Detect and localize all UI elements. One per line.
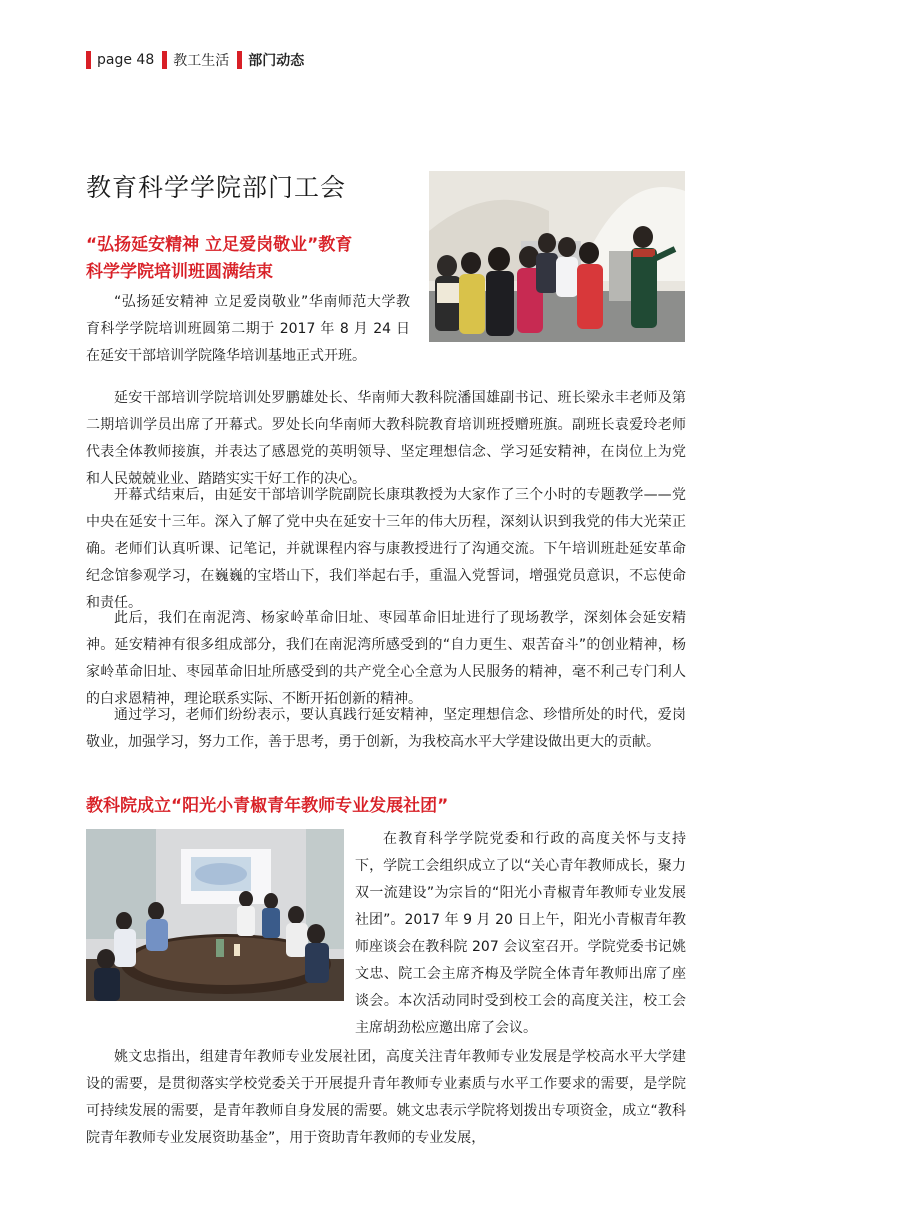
article1-title [86, 232, 406, 286]
article1-title-line2: 科学学院培训班圆满结束 [86, 262, 273, 282]
meeting-room-photo [86, 829, 344, 1001]
article1-paragraph-1: “弘扬延安精神 立足爱岗敬业”华南师范大学教育科学学院培训班圆第二期于 2017 年 8 月 24 日在延安干部培训学院隆华培训基地正式开班。 [86, 294, 410, 364]
article2-paragraph-2: 姚文忠指出，组建青年教师专业发展社团，高度关注青年教师专业发展是学校高水平大学建设的需要，是贯彻落实学校党委关于开展提升青年教师专业素质与水平工作要求的需要，是学院可持续发展的需要，是青年教师自身发展的需要。姚文忠表示学院将划拨出专项资金，成立“教科院青年教师专业发展资助基金”，用于资助青年教师的专业发展， [86, 1049, 686, 1146]
article2-paragraph-1: 在教育科学学院党委和行政的高度关怀与支持下，学院工会组织成立了以“关心青年教师成长，聚力双一流建设”为宗旨的“阳光小青椒青年教师专业发展社团”。2017 年 9 月 20 日上午，阳光小青椒青年教师座谈会在教科院 207 会议室召开。学院党委书记姚文忠、院工会主席齐梅及学院全体青年教师出席了座谈会。本次活动同时受到校工会的高度关注，校工会主席胡劲松应邀出席了会议。 [355, 831, 686, 1036]
header-bar-marker [162, 51, 167, 69]
article1-paragraph-2: 延安干部培训学院培训处罗鹏雄处长、华南师大教科院潘国雄副书记、班长梁永丰老师及第二期培训学员出席了开幕式。罗处长向华南师大教科院教育培训班授赠班旗。副班长袁爱玲老师代表全体教师接旗，并表达了感恩党的英明领导、坚定理想信念、学习延安精神，在岗位上为党和人民兢兢业业、踏踏实实干好工作的决心。 [86, 390, 686, 487]
article2-photo [86, 829, 344, 1001]
article1-paragraph-5: 通过学习，老师们纷纷表示，要认真践行延安精神，坚定理想信念、珍惜所处的时代，爱岗敬业，加强学习，努力工作，善于思考，勇于创新，为我校高水平大学建设做出更大的贡献。 [86, 707, 686, 750]
article1-title-line1: “弘扬延安精神 立足爱岗敬业”教育 [86, 235, 353, 255]
magazine-name: 教工生活 [173, 53, 230, 69]
column-name: 部门动态 [248, 53, 305, 69]
article1-photo [429, 171, 685, 342]
museum-group-photo [429, 171, 685, 342]
page-number: page 48 [97, 52, 155, 68]
article1-paragraph-4: 此后，我们在南泥湾、杨家岭革命旧址、枣园革命旧址进行了现场教学，深刻体会延安精神。延安精神有很多组成部分，我们在南泥湾所感受到的“自力更生、艰苦奋斗”的创业精神，杨家岭革命旧址、枣园革命旧址所感受到的共产党全心全意为人民服务的精神，毫不利己专门利人的白求恩精神，理论联系实际、不断开拓创新的精神。 [86, 610, 686, 707]
header-bar-marker [86, 51, 91, 69]
header-bar-marker [237, 51, 242, 69]
article2-title: 教科院成立“阳光小青椒青年教师专业发展社团” [86, 796, 449, 816]
page-header [86, 48, 312, 72]
section-title: 教育科学学院部门工会 [86, 173, 347, 202]
article1-paragraph-3: 开幕式结束后，由延安干部培训学院副院长康琪教授为大家作了三个小时的专题教学——党中央在延安十三年。深入了解了党中央在延安十三年的伟大历程，深刻认识到我党的伟大光荣正确。老师们认真听课、记笔记，并就课程内容与康教授进行了沟通交流。下午培训班赴延安革命纪念馆参观学习，在巍巍的宝塔山下，我们举起右手，重温入党誓词，增强党员意识，不忘使命和责任。 [86, 487, 686, 611]
